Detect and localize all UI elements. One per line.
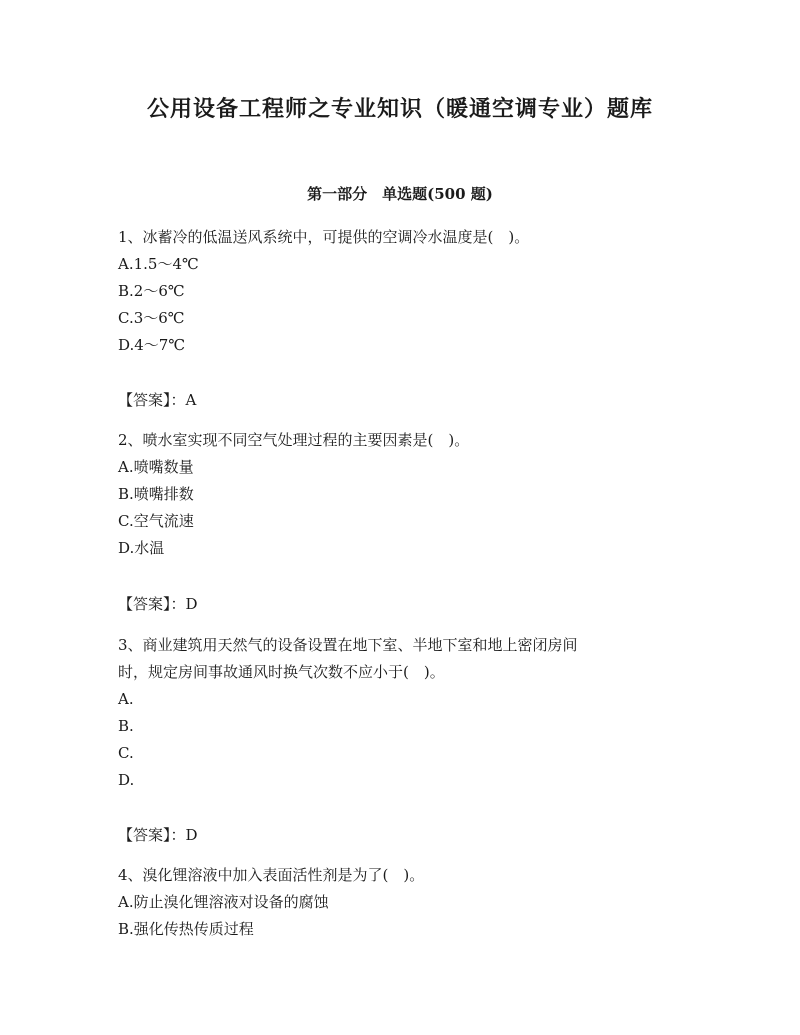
- question-4-stem: 4、溴化锂溶液中加入表面活性剂是为了( )。: [118, 866, 425, 884]
- question-4-option-a: A.防止溴化锂溶液对设备的腐蚀: [118, 893, 329, 911]
- question-1: [118, 224, 688, 359]
- question-2-answer: 【答案】：D: [118, 595, 198, 613]
- question-2-stem: 2、喷水室实现不同空气处理过程的主要因素是( )。: [118, 431, 470, 449]
- question-3-stem-line-1: 3、商业建筑用天然气的设备设置在地下室、半地下室和地上密闭房间: [118, 636, 578, 654]
- question-3-option-a: A.: [118, 690, 134, 708]
- question-2-option-b: B.喷嘴排数: [118, 485, 194, 503]
- question-3: [118, 632, 688, 794]
- question-1-option-b: B.2～6℃: [118, 282, 185, 300]
- question-3-answer: 【答案】：D: [118, 826, 198, 844]
- question-3-stem-line-2: 时，规定房间事故通风时换气次数不应小于( )。: [118, 663, 445, 681]
- question-3-option-b: B.: [118, 717, 134, 735]
- question-1-stem: 1、冰蓄冷的低温送风系统中，可提供的空调冷水温度是( )。: [118, 228, 530, 246]
- question-1-option-d: D.4～7℃: [118, 336, 186, 354]
- question-3-option-c: C.: [118, 744, 134, 762]
- question-2-option-d: D.水温: [118, 539, 165, 557]
- question-3-option-d: D.: [118, 771, 135, 789]
- question-1-option-c: C.3～6℃: [118, 309, 185, 327]
- question-2-option-c: C.空气流速: [118, 512, 194, 530]
- document-title: 公用设备工程师之专业知识（暖通空调专业）题库: [146, 96, 653, 122]
- question-2: [118, 427, 688, 562]
- question-1-answer: 【答案】：A: [118, 391, 197, 409]
- question-1-option-a: A.1.5～4℃: [118, 255, 199, 273]
- section-title: 第一部分 单选题(500 题): [307, 185, 493, 203]
- question-2-option-a: A.喷嘴数量: [118, 458, 194, 476]
- question-4: [118, 862, 688, 943]
- question-4-option-b: B.强化传热传质过程: [118, 920, 254, 938]
